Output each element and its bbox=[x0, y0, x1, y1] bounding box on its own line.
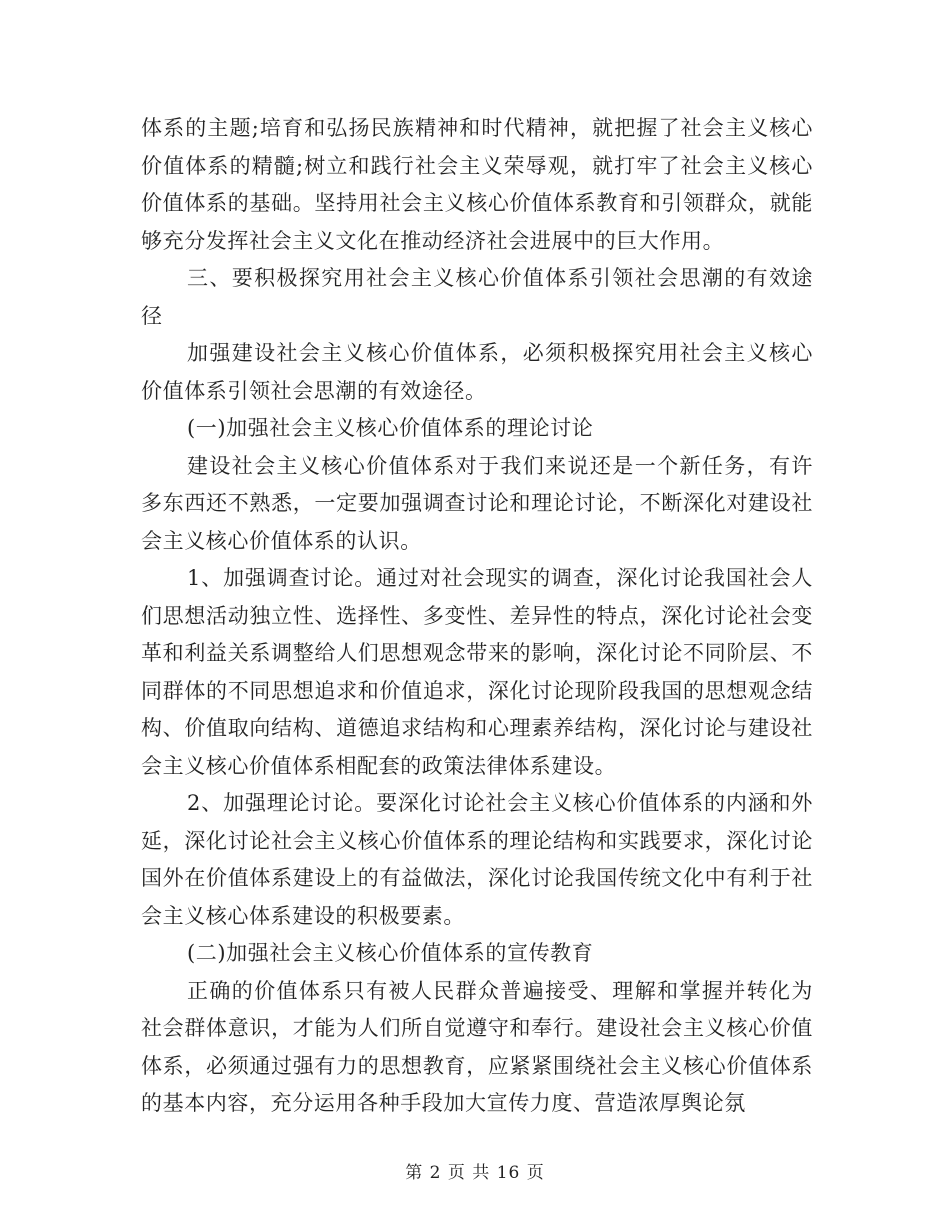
subsection-heading-2: (二)加强社会主义核心价值体系的宣传教育 bbox=[187, 941, 594, 965]
paragraph-continuation: 体系的主题;培育和弘扬民族精神和时代精神，就把握了社会主义核心价值体系的精髓;树立和践行社会主义荣辱观，就打牢了社会主义核心价值体系的基础。坚持用社会主义核心价值体系教育和引领群众，就能够充分发挥社会主义文化在推动经济社会进展中的巨大作用。 bbox=[141, 116, 813, 253]
page-number-footer: 第 2 页 共 16 页 bbox=[405, 1163, 545, 1183]
paragraph: 加强建设社会主义核心价值体系，必须积极探究用社会主义核心价值体系引领社会思潮的有效途径。 bbox=[141, 341, 813, 403]
paragraph-item-2: 2、加强理论讨论。要深化讨论社会主义核心价值体系的内涵和外延，深化讨论社会主义核心价值体系的理论结构和实践要求，深化讨论国外在价值体系建设上的有益做法，深化讨论我国传统文化中有利于社会主义核心体系建设的积极要素。 bbox=[141, 791, 813, 928]
paragraph: 正确的价值体系只有被人民群众普遍接受、理解和掌握并转化为社会群体意识，才能为人们所自觉遵守和奉行。建设社会主义核心价值体系，必须通过强有力的思想教育，应紧紧围绕社会主义核心价值体系的基本内容，充分运用各种手段加大宣传力度、营造浓厚舆论氛 bbox=[141, 978, 813, 1115]
subsection-heading-1: (一)加强社会主义核心价值体系的理论讨论 bbox=[187, 416, 594, 440]
document-body bbox=[141, 110, 813, 1123]
paragraph: 建设社会主义核心价值体系对于我们来说还是一个新任务，有许多东西还不熟悉，一定要加强调查讨论和理论讨论，不断深化对建设社会主义核心价值体系的认识。 bbox=[141, 453, 813, 553]
paragraph-item-1: 1、加强调查讨论。通过对社会现实的调查，深化讨论我国社会人们思想活动独立性、选择性、多变性、差异性的特点，深化讨论社会变革和利益关系调整给人们思想观念带来的影响，深化讨论不同阶层、不同群体的不同思想追求和价值追求，深化讨论现阶段我国的思想观念结构、价值取向结构、道德追求结构和心理素养结构，深化讨论与建设社会主义核心价值体系相配套的政策法律体系建设。 bbox=[141, 566, 813, 778]
section-heading-3: 三、要积极探究用社会主义核心价值体系引领社会思潮的有效途径 bbox=[141, 266, 813, 328]
